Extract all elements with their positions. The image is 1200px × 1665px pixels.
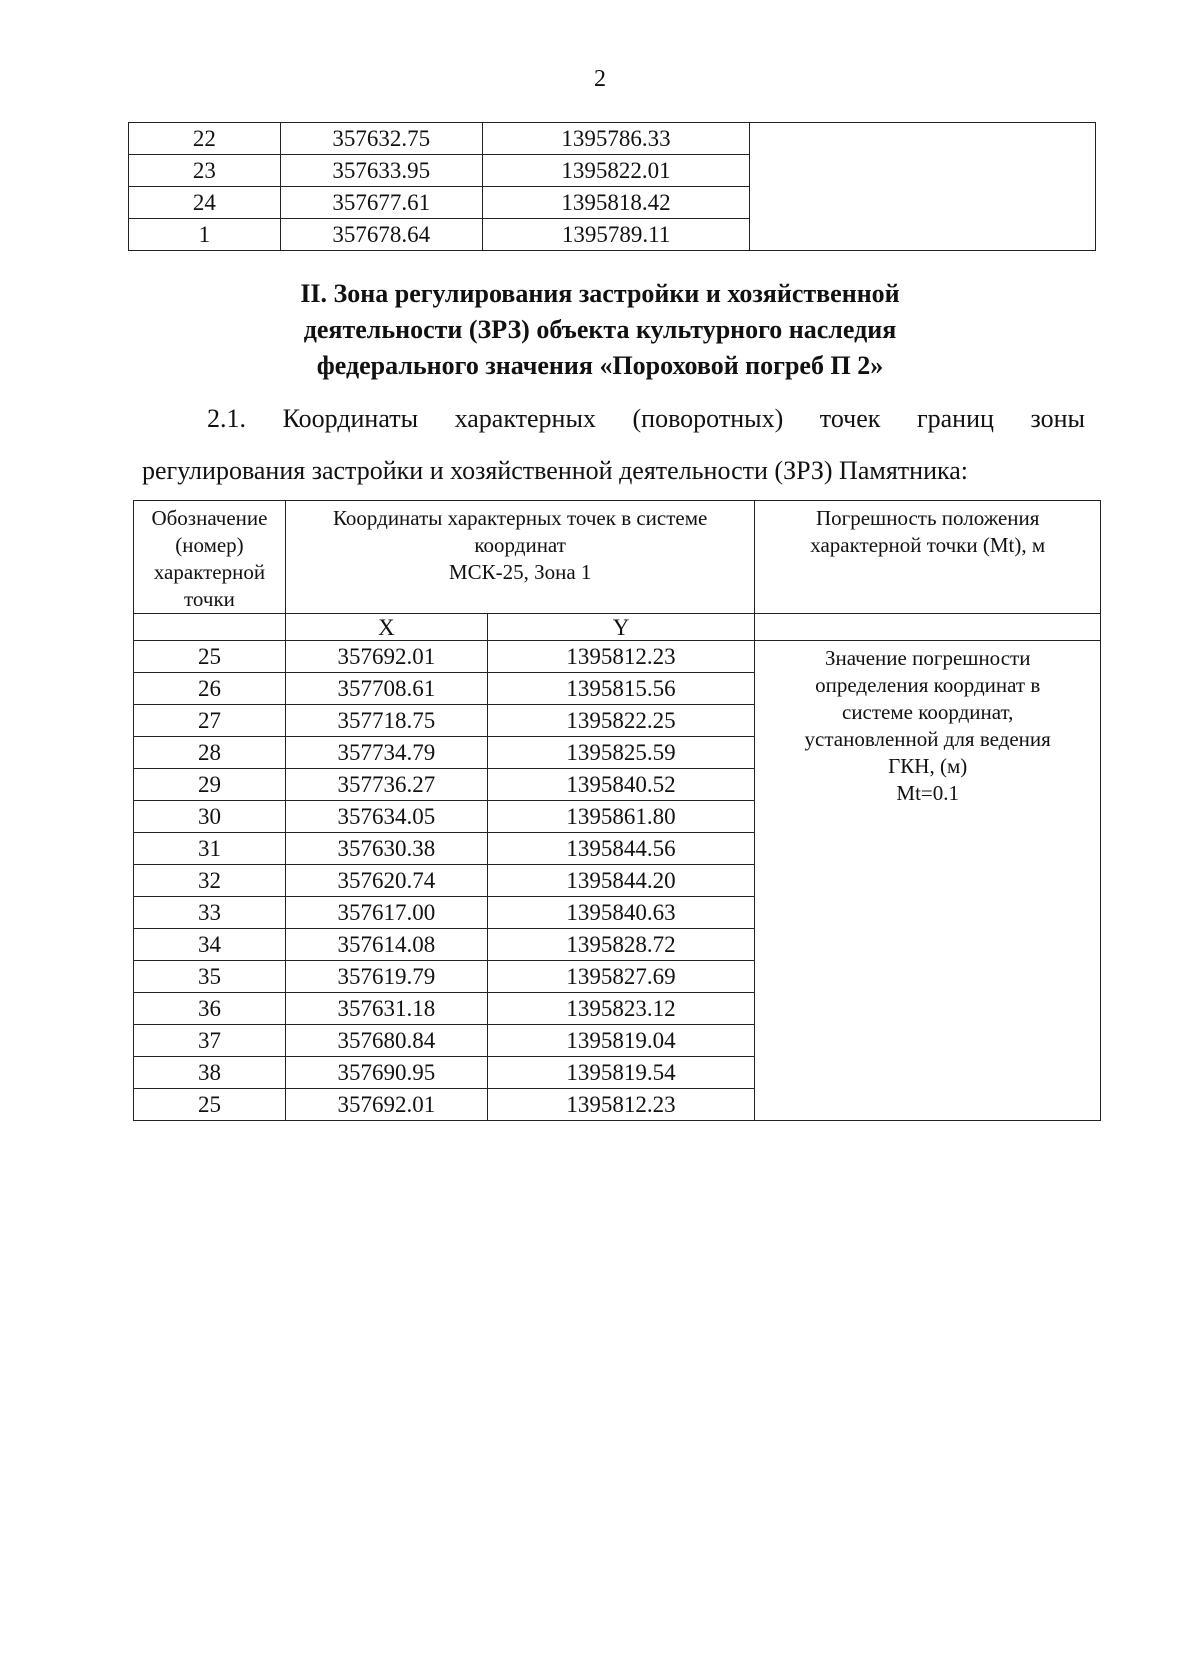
table-header-row [134,501,1101,614]
page-number: 2 [594,66,606,92]
point-number-cell: 23 [129,155,281,187]
accuracy-note-line: установленной для ведения [804,727,1051,751]
point-number-cell: 26 [134,673,286,705]
x-coordinate-cell: 357632.75 [280,123,482,155]
y-coordinate-cell: 1395818.42 [482,187,750,219]
section-heading-line: II. Зона регулирования застройки и хозяйственной [300,279,900,308]
x-coordinate-cell: 357631.18 [285,993,487,1025]
y-coordinate-cell: 1395840.63 [487,897,755,929]
y-coordinate-cell: 1395822.25 [487,705,755,737]
y-column-label: Y [487,614,755,641]
x-coordinate-cell: 357630.38 [285,833,487,865]
x-coordinate-cell: 357690.95 [285,1057,487,1089]
point-number-cell: 35 [134,961,286,993]
y-coordinate-cell: 1395825.59 [487,737,755,769]
empty-note-cell [750,123,1096,251]
point-number-cell: 33 [134,897,286,929]
accuracy-note-line: системе координат, [842,700,1014,724]
header-text: Координаты характерных точек в системе [332,506,708,530]
y-coordinate-cell: 1395812.23 [487,641,755,673]
x-coordinate-cell: 357718.75 [285,705,487,737]
header-text: Обозначение [151,506,268,530]
accuracy-note-cell [755,641,1101,1121]
x-coordinate-cell: 357620.74 [285,865,487,897]
header-text: точки [184,587,235,611]
accuracy-note-line: Значение погрешности [824,646,1031,670]
y-coordinate-cell: 1395819.54 [487,1057,755,1089]
accuracy-note-line: определения координат в [815,673,1041,697]
y-coordinate-cell: 1395786.33 [482,123,750,155]
coordinates-table [133,500,1101,1121]
x-coordinate-cell: 357678.64 [280,219,482,251]
point-number-cell: 29 [134,769,286,801]
accuracy-note-line: Mt=0.1 [896,781,959,805]
section-heading [0,276,1200,384]
header-text: (номер) [175,533,244,557]
table-row [134,641,1101,673]
section-heading-line: федерального значения «Пороховой погреб П 2» [316,351,884,380]
y-coordinate-cell: 1395822.01 [482,155,750,187]
point-number-cell: 31 [134,833,286,865]
x-coordinate-cell: 357692.01 [285,1089,487,1121]
y-coordinate-cell: 1395812.23 [487,1089,755,1121]
point-number-cell: 22 [129,123,281,155]
x-coordinate-cell: 357734.79 [285,737,487,769]
x-coordinate-cell: 357692.01 [285,641,487,673]
point-number-cell: 34 [134,929,286,961]
axis-label-row [134,614,1101,641]
y-coordinate-cell: 1395828.72 [487,929,755,961]
y-coordinate-cell: 1395844.20 [487,865,755,897]
x-coordinate-cell: 357677.61 [280,187,482,219]
point-number-cell: 32 [134,865,286,897]
header-text: координат [474,533,566,557]
y-coordinate-cell: 1395827.69 [487,961,755,993]
paragraph-line: 2.1. Координаты характерных (поворотных) точек границ зоны [207,404,1085,433]
point-number-cell: 25 [134,1089,286,1121]
x-coordinate-cell: 357617.00 [285,897,487,929]
x-coordinate-cell: 357634.05 [285,801,487,833]
header-text: МСК-25, Зона 1 [448,560,592,584]
point-number-cell: 28 [134,737,286,769]
point-number-cell: 30 [134,801,286,833]
y-coordinate-cell: 1395840.52 [487,769,755,801]
paragraph-line: регулирования застройки и хозяйственной деятельности (ЗРЗ) Памятника: [142,456,968,485]
table-row [129,123,1096,155]
empty-cell [755,614,1101,641]
accuracy-note-line: ГКН, (м) [888,754,968,778]
y-coordinate-cell: 1395823.12 [487,993,755,1025]
point-number-cell: 1 [129,219,281,251]
header-text: характерной точки (Mt), м [810,533,1046,557]
x-coordinate-cell: 357619.79 [285,961,487,993]
header-text: характерной [153,560,266,584]
section-heading-line: деятельности (ЗРЗ) объекта культурного наследия [303,315,897,344]
y-coordinate-cell: 1395789.11 [482,219,750,251]
x-coordinate-cell: 357708.61 [285,673,487,705]
empty-cell [134,614,286,641]
y-coordinate-cell: 1395815.56 [487,673,755,705]
header-accuracy [755,501,1101,614]
point-number-cell: 38 [134,1057,286,1089]
continuation-coordinates-table [128,122,1096,251]
point-number-cell: 24 [129,187,281,219]
point-number-cell: 37 [134,1025,286,1057]
x-coordinate-cell: 357614.08 [285,929,487,961]
header-coordinates [285,501,754,614]
header-text: Погрешность положения [815,506,1040,530]
y-coordinate-cell: 1395819.04 [487,1025,755,1057]
x-column-label: X [285,614,487,641]
y-coordinate-cell: 1395844.56 [487,833,755,865]
point-number-cell: 25 [134,641,286,673]
header-point-designation [134,501,286,614]
point-number-cell: 27 [134,705,286,737]
point-number-cell: 36 [134,993,286,1025]
x-coordinate-cell: 357736.27 [285,769,487,801]
y-coordinate-cell: 1395861.80 [487,801,755,833]
x-coordinate-cell: 357680.84 [285,1025,487,1057]
x-coordinate-cell: 357633.95 [280,155,482,187]
